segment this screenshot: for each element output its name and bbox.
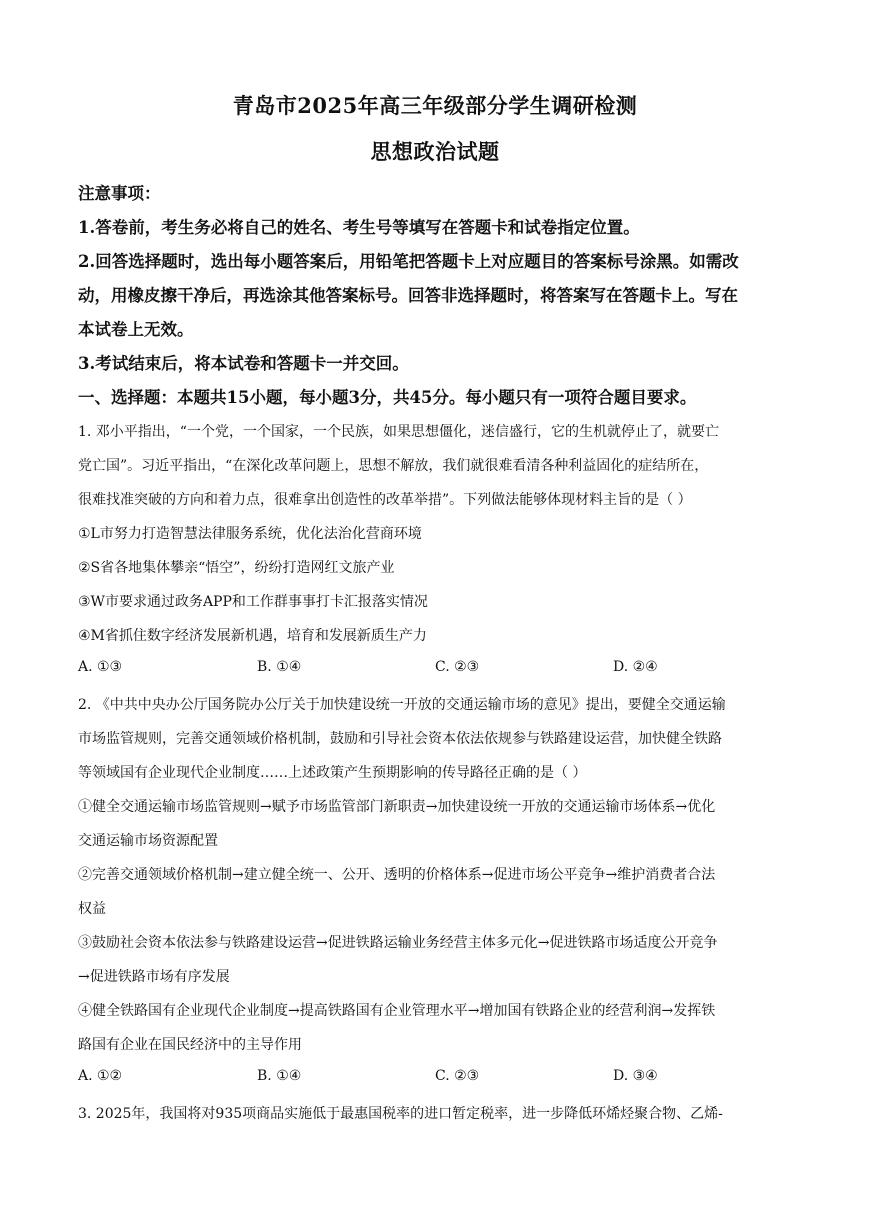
q1-stem-line-2: 党亡国”。习近平指出，“在深化改革问题上，思想不解放，我们就很难看清各种利益固化的症结所在， [78, 458, 709, 474]
q1-option-c: C. ②③ [435, 659, 480, 675]
q1-stem-line-3: 很难找准突破的方向和着力点，很难拿出创造性的改革举措”。下列做法能够体现材料主旨的是（ ） [78, 492, 692, 508]
q1-stem-line-1: 1. 邓小平指出，“一个党，一个国家，一个民族，如果思想僵化，迷信盛行，它的生机就停止了，就要亡 [78, 424, 719, 440]
q1-statement-1: ①L市努力打造智慧法律服务系统，优化法治化营商环境 [78, 526, 422, 542]
q1-option-b: B. ①④ [257, 659, 302, 675]
q2-option-a: A. ①② [78, 1068, 123, 1084]
q2-option-d: D. ③④ [613, 1068, 658, 1084]
q3-stem-line-1: 3. 2025年，我国将对935项商品实施低于最惠国税率的进口暂定税率，进一步降低环烯烃聚合物、乙烯- [78, 1106, 723, 1122]
q2-stem-line-3: 等领域国有企业现代企业制度……上述政策产生预期影响的传导路径正确的是（ ） [78, 765, 587, 781]
q2-statement-1-line-2: 交通运输市场资源配置 [78, 833, 218, 849]
q2-statement-1-line-1: ①健全交通运输市场监管规则→赋予市场监管部门新职责→加快建设统一开放的交通运输市场体系→优化 [78, 799, 716, 815]
q2-option-c: C. ②③ [435, 1068, 480, 1084]
notice-item-3: 3.考试结束后，将本试卷和答题卡一并交回。 [78, 354, 409, 373]
notice-heading: 注意事项： [78, 184, 161, 203]
q2-statement-3-line-2: →促进铁路市场有序发展 [78, 969, 230, 985]
exam-subtitle: 思想政治试题 [370, 139, 500, 164]
q2-statement-3-line-1: ③鼓励社会资本依法参与铁路建设运营→促进铁路运输业务经营主体多元化→促进铁路市场适度公开竞争 [78, 935, 718, 951]
exam-title: 青岛市2025年高三年级部分学生调研检测 [232, 93, 638, 118]
q2-option-b: B. ①④ [257, 1068, 302, 1084]
q2-statement-2-line-2: 权益 [78, 901, 106, 917]
section-1-heading: 一、选择题：本题共15小题，每小题3分，共45分。每小题只有一项符合题目要求。 [78, 388, 697, 407]
notice-item-1: 1.答卷前，考生务必将自己的姓名、考生号等填写在答题卡和试卷指定位置。 [78, 218, 640, 237]
notice-item-2-line-1: 2.回答选择题时，选出每小题答案后，用铅笔把答题卡上对应题目的答案标号涂黑。如需改 [78, 252, 739, 271]
q1-statement-4: ④M省抓住数字经济发展新机遇，培育和发展新质生产力 [78, 628, 427, 644]
q2-stem-line-2: 市场监管规则，完善交通领域价格机制，鼓励和引导社会资本依法依规参与铁路建设运营，加快健全铁路 [78, 731, 722, 747]
q2-statement-4-line-1: ④健全铁路国有企业现代企业制度→提高铁路国有企业管理水平→增加国有铁路企业的经营利润→发挥铁 [78, 1003, 716, 1019]
notice-item-2-line-3: 本试卷上无效。 [78, 320, 194, 339]
notice-item-2-line-2: 动，用橡皮擦干净后，再选涂其他答案标号。回答非选择题时，将答案写在答题卡上。写在 [78, 286, 738, 305]
q1-statement-2: ②S省各地集体攀亲“悟空”，纷纷打造网红文旅产业 [78, 560, 395, 576]
q2-stem-line-1: 2. 《中共中央办公厅国务院办公厅关于加快建设统一开放的交通运输市场的意见》提出，要健全交通运输 [78, 697, 726, 713]
q1-statement-3: ③W市要求通过政务APP和工作群事事打卡汇报落实情况 [78, 594, 428, 610]
q2-statement-2-line-1: ②完善交通领域价格机制→建立健全统一、公开、透明的价格体系→促进市场公平竞争→维护消费者合法 [78, 867, 716, 883]
q2-statement-4-line-2: 路国有企业在国民经济中的主导作用 [78, 1037, 302, 1053]
q1-option-a: A. ①③ [78, 659, 123, 675]
q1-option-d: D. ②④ [613, 659, 658, 675]
